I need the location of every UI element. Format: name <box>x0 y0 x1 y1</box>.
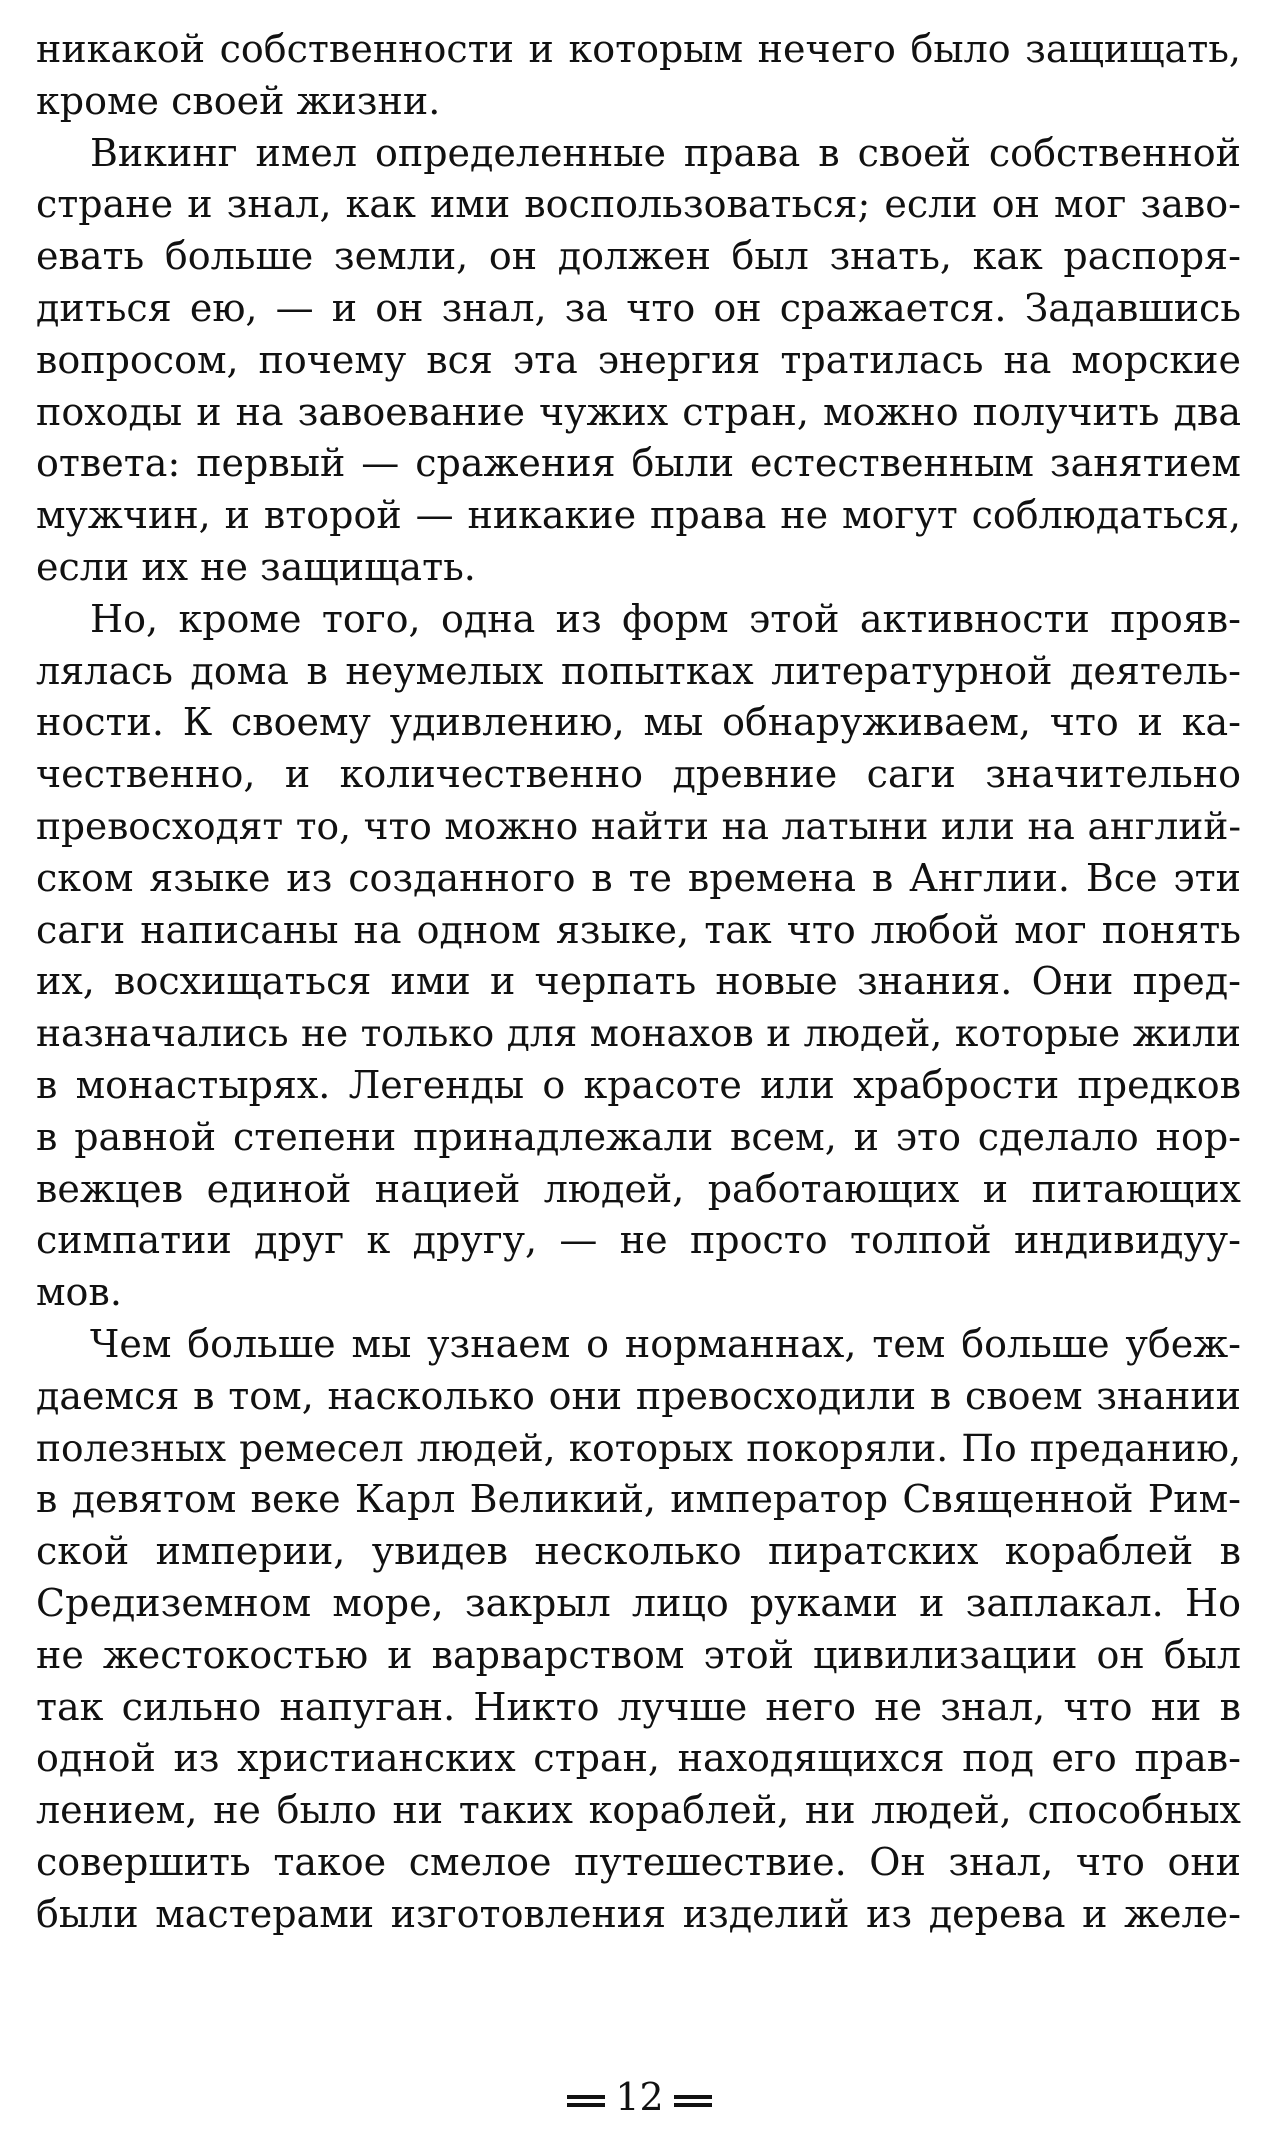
text-line: не жестокостью и варварством этой цивилизации он был <box>36 1632 1241 1677</box>
text-line: походы и на завоевание чужих стран, можно получить два <box>36 389 1241 434</box>
text-line: вежцев единой нацией людей, работающих и питающих <box>36 1166 1241 1211</box>
text-line: ности. К своему удивлению, мы обнаруживаем, что и ка- <box>36 700 1241 745</box>
text-line: ответа: первый — сражения были естественным занятием <box>36 441 1241 486</box>
text-line: стране и знал, как ими воспользоваться; если он мог заво- <box>36 182 1241 227</box>
text-line: лением, не было ни таких кораблей, ни людей, способных <box>36 1788 1241 1833</box>
text-line: если их не защищать. <box>36 544 476 589</box>
text-line: полезных ремесел людей, которых покоряли. По преданию, <box>36 1425 1241 1470</box>
text-line: мов. <box>36 1270 122 1315</box>
text-line: симпатии друг к другу, — не просто толпой индивидуу- <box>36 1218 1241 1263</box>
text-line: в девятом веке Карл Великий, император Священной Рим- <box>36 1477 1241 1522</box>
text-line: Средиземном море, закрыл лицо руками и заплакал. Но <box>36 1580 1241 1625</box>
text-line: одной из христианских стран, находящихся под его прав- <box>36 1736 1241 1781</box>
page-number <box>0 2075 1279 2119</box>
text-line: назначались не только для монахов и людей, которые жили <box>36 1011 1241 1056</box>
text-line: даемся в том, насколько они превосходили в своем знании <box>36 1373 1241 1418</box>
text-line: диться ею, — и он знал, за что он сражается. Задавшись <box>36 285 1241 330</box>
text-line: вопросом, почему вся эта энергия тратилась на морские <box>36 337 1241 382</box>
text-line: были мастерами изготовления изделий из дерева и желе- <box>36 1891 1241 1936</box>
text-line: Чем больше мы узнаем о норманнах, тем больше убеж- <box>90 1321 1241 1366</box>
text-line: ской империи, увидев несколько пиратских кораблей в <box>36 1529 1241 1574</box>
folio-ornament-left <box>567 2095 605 2107</box>
text-line: превосходят то, что можно найти на латыни или на англий- <box>36 803 1241 848</box>
folio-ornament-right <box>674 2095 712 2107</box>
body-text <box>36 24 1241 1940</box>
text-line: в монастырях. Легенды о красоте или храбрости предков <box>36 1062 1241 1107</box>
text-line: кроме своей жизни. <box>36 78 441 123</box>
text-line: так сильно напуган. Никто лучше него не знал, что ни в <box>36 1684 1241 1729</box>
page-number-value: 12 <box>615 2075 664 2119</box>
text-line: в равной степени принадлежали всем, и это сделало нор- <box>36 1114 1241 1159</box>
text-line: мужчин, и второй — никакие права не могут соблюдаться, <box>36 493 1241 538</box>
text-line: никакой собственности и которым нечего было защищать, <box>36 27 1241 71</box>
text-line: совершить такое смелое путешествие. Он знал, что они <box>36 1839 1241 1884</box>
text-line: евать больше земли, он должен был знать, как распоря- <box>36 234 1241 279</box>
text-line: Но, кроме того, одна из форм этой активности прояв- <box>90 596 1241 641</box>
text-line: саги написаны на одном языке, так что любой мог понять <box>36 907 1241 952</box>
text-line: ском языке из созданного в те времена в Англии. Все эти <box>36 855 1241 900</box>
text-line: лялась дома в неумелых попытках литературной деятель- <box>36 648 1241 693</box>
text-line: чественно, и количественно древние саги значительно <box>36 752 1241 797</box>
text-line: Викинг имел определенные права в своей собственной <box>90 130 1241 175</box>
text-line: их, восхищаться ими и черпать новые знания. Они пред- <box>36 959 1241 1004</box>
